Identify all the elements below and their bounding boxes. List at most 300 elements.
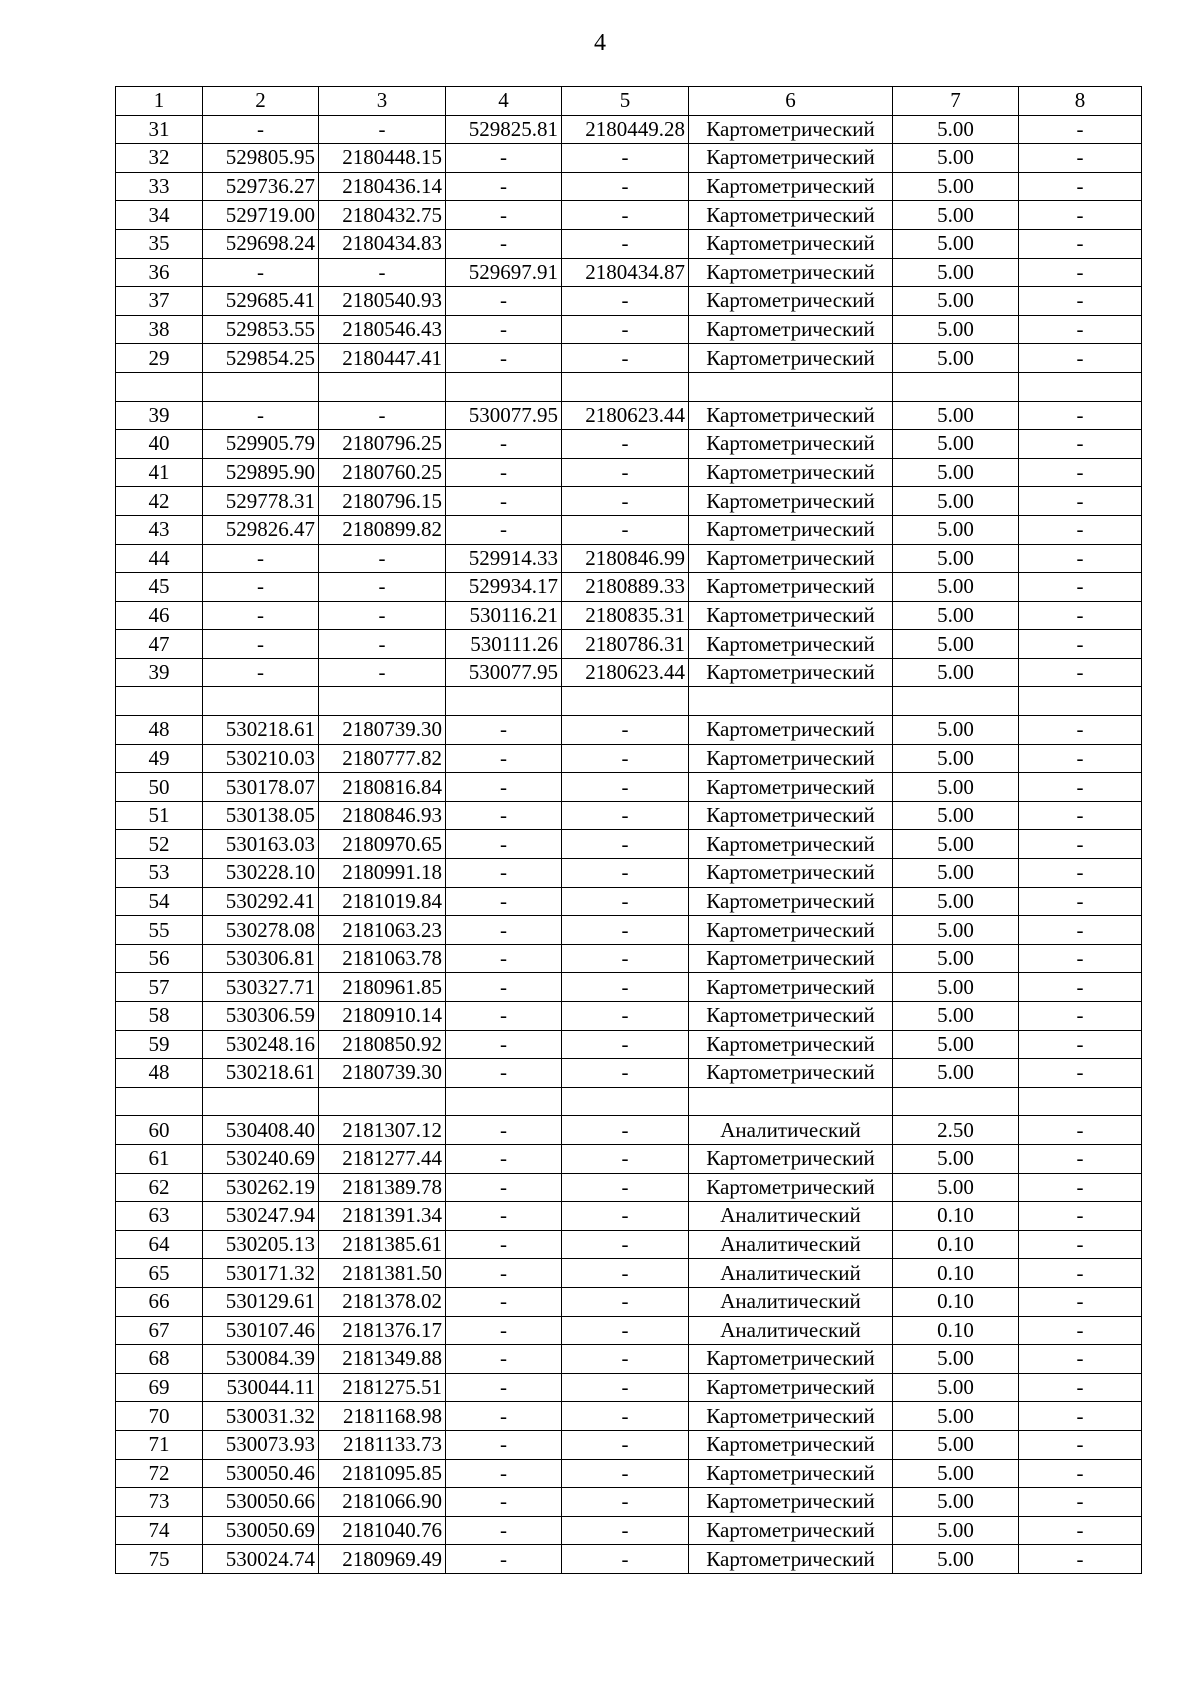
table-cell: - [562,1459,689,1488]
table-cell: 57 [116,973,203,1002]
table-cell: - [562,1116,689,1145]
table-cell: 2180739.30 [319,716,446,745]
table-cell: 5.00 [893,515,1019,544]
table-cell: 2180623.44 [562,658,689,687]
coordinates-table [115,86,1142,1574]
table-row [116,1287,1142,1316]
table-cell: - [446,172,562,201]
table-cell: - [562,1316,689,1345]
table-cell: 5.00 [893,1002,1019,1031]
table-cell: - [1019,773,1142,802]
table-cell: 0.10 [893,1287,1019,1316]
table-cell: - [446,1144,562,1173]
table-cell: 529826.47 [203,515,319,544]
table-cell: 530171.32 [203,1259,319,1288]
table-cell: Картометрический [689,144,893,173]
table-cell: 69 [116,1373,203,1402]
table-cell: - [1019,1030,1142,1059]
table-cell: 2180447.41 [319,344,446,373]
table-cell: 2181168.98 [319,1402,446,1431]
table-cell: 67 [116,1316,203,1345]
table-cell: 2180796.25 [319,430,446,459]
table-cell: - [1019,601,1142,630]
table-cell: 5.00 [893,887,1019,916]
table-cell: 46 [116,601,203,630]
table-cell: Картометрический [689,1345,893,1374]
table-cell: 5.00 [893,258,1019,287]
table-row [116,1002,1142,1031]
table-cell: - [1019,1488,1142,1517]
table-cell: 2180970.65 [319,830,446,859]
table-cell: 530044.11 [203,1373,319,1402]
table-cell: 42 [116,487,203,516]
table-cell: 529934.17 [446,573,562,602]
table-cell: - [446,916,562,945]
table-cell: 530178.07 [203,773,319,802]
table-cell: - [1019,287,1142,316]
table-cell: - [562,1202,689,1231]
table-cell: Картометрический [689,1173,893,1202]
table-cell: 5.00 [893,601,1019,630]
table-cell [319,687,446,716]
table-cell: - [319,258,446,287]
table-row [116,1116,1142,1145]
column-header: 6 [689,87,893,116]
table-row [116,515,1142,544]
table-row [116,744,1142,773]
table-row [116,487,1142,516]
table-cell: - [562,1059,689,1088]
table-cell: 5.00 [893,144,1019,173]
table-cell: 5.00 [893,344,1019,373]
column-header: 5 [562,87,689,116]
table-cell: 2181378.02 [319,1287,446,1316]
table-cell: 530077.95 [446,658,562,687]
table-cell: 5.00 [893,172,1019,201]
table-cell: 529698.24 [203,229,319,258]
table-cell: - [446,315,562,344]
table-cell: - [446,1459,562,1488]
table-cell: Картометрический [689,1030,893,1059]
table-cell: 5.00 [893,1373,1019,1402]
table-cell: 65 [116,1259,203,1288]
table-cell: Картометрический [689,916,893,945]
table-cell: 37 [116,287,203,316]
table-cell: - [1019,1116,1142,1145]
table-cell: Картометрический [689,515,893,544]
table-row [116,344,1142,373]
table-cell: 5.00 [893,287,1019,316]
table-row [116,887,1142,916]
table-cell: 530107.46 [203,1316,319,1345]
table-row [116,1345,1142,1374]
table-cell: - [562,201,689,230]
table-cell: Картометрический [689,1488,893,1517]
table-cell: - [1019,573,1142,602]
table-cell: 64 [116,1230,203,1259]
table-cell: 2180760.25 [319,458,446,487]
table-cell: - [562,430,689,459]
table-cell: - [1019,1259,1142,1288]
table-cell: 2180796.15 [319,487,446,516]
table-row [116,1459,1142,1488]
table-cell: 59 [116,1030,203,1059]
table-cell: 2180436.14 [319,172,446,201]
table-cell: - [1019,401,1142,430]
table-cell: 5.00 [893,830,1019,859]
table-cell: Картометрический [689,544,893,573]
table-cell: Картометрический [689,716,893,745]
table-cell: 529697.91 [446,258,562,287]
table-cell: 5.00 [893,315,1019,344]
table-cell: 2181019.84 [319,887,446,916]
table-cell: - [562,859,689,888]
table-cell: - [446,1287,562,1316]
table-row [116,258,1142,287]
table-cell [1019,687,1142,716]
table-cell: Картометрический [689,744,893,773]
table-cell: 2180448.15 [319,144,446,173]
table-cell [116,687,203,716]
table-cell: Картометрический [689,1059,893,1088]
table-cell: 530218.61 [203,1059,319,1088]
table-cell [562,1087,689,1116]
table-cell [562,687,689,716]
table-cell: - [446,1488,562,1517]
table-cell: - [1019,944,1142,973]
table-row [116,1230,1142,1259]
table-cell: 40 [116,430,203,459]
table-cell: 47 [116,630,203,659]
table-cell [893,1087,1019,1116]
table-cell: Аналитический [689,1316,893,1345]
table-cell: 55 [116,916,203,945]
table-cell: Картометрический [689,1144,893,1173]
table-cell: 529719.00 [203,201,319,230]
table-cell: 530116.21 [446,601,562,630]
table-cell: - [319,630,446,659]
table-row [116,630,1142,659]
table-cell: - [446,744,562,773]
table-cell: 5.00 [893,744,1019,773]
table-row [116,1087,1142,1116]
table-row [116,430,1142,459]
table-cell: - [1019,544,1142,573]
table-cell: - [446,344,562,373]
table-cell: 2181391.34 [319,1202,446,1231]
table-cell: 58 [116,1002,203,1031]
table-cell: Картометрический [689,887,893,916]
column-header: 8 [1019,87,1142,116]
page-number: 4 [594,30,606,56]
table-cell: 5.00 [893,773,1019,802]
table-cell: - [562,1373,689,1402]
table-cell: - [446,1345,562,1374]
table-row [116,1488,1142,1517]
table-cell: - [446,830,562,859]
table-cell: 5.00 [893,1402,1019,1431]
table-cell: 5.00 [893,944,1019,973]
table-cell: 5.00 [893,1144,1019,1173]
table-row [116,229,1142,258]
table-cell: 529914.33 [446,544,562,573]
table-cell: 5.00 [893,1430,1019,1459]
table-cell: - [446,1030,562,1059]
table-cell [689,687,893,716]
table-cell: - [562,1230,689,1259]
table-row [116,573,1142,602]
table-cell: 45 [116,573,203,602]
table-cell: 530247.94 [203,1202,319,1231]
table-cell: - [446,1116,562,1145]
table-cell: 48 [116,716,203,745]
table-cell [203,687,319,716]
table-cell: 66 [116,1287,203,1316]
table-cell: - [446,515,562,544]
table-cell: 5.00 [893,201,1019,230]
table-cell: 5.00 [893,401,1019,430]
table-cell [1019,372,1142,401]
table-cell [689,372,893,401]
table-cell: - [319,544,446,573]
table-cell: - [1019,1059,1142,1088]
table-row [116,1173,1142,1202]
table-cell: 2181381.50 [319,1259,446,1288]
table-cell: - [562,1030,689,1059]
table-cell: - [562,916,689,945]
table-cell: 51 [116,801,203,830]
column-header: 7 [893,87,1019,116]
table-cell: 530228.10 [203,859,319,888]
table-cell: 48 [116,1059,203,1088]
table-cell: - [1019,830,1142,859]
table-cell: Картометрический [689,401,893,430]
table-cell: - [562,172,689,201]
table-cell: - [319,115,446,144]
table-cell: - [1019,1173,1142,1202]
table-cell: 2180835.31 [562,601,689,630]
table-cell: - [446,1516,562,1545]
table-cell: - [446,458,562,487]
column-header: 1 [116,87,203,116]
table-cell: - [1019,1316,1142,1345]
table-cell: 2181349.88 [319,1345,446,1374]
table-cell: 2180540.93 [319,287,446,316]
table-cell: 530163.03 [203,830,319,859]
table-cell: 2181307.12 [319,1116,446,1145]
table-cell: - [446,430,562,459]
table-cell [689,1087,893,1116]
table-row [116,1144,1142,1173]
table-cell: 5.00 [893,916,1019,945]
table-cell: - [562,1545,689,1574]
table-cell: 5.00 [893,658,1019,687]
table-row [116,1373,1142,1402]
table-cell: 2180961.85 [319,973,446,1002]
table-row [116,1202,1142,1231]
table-cell: 530138.05 [203,801,319,830]
table-cell: Картометрический [689,801,893,830]
table-cell: - [562,229,689,258]
table-row [116,830,1142,859]
table-cell: 530292.41 [203,887,319,916]
column-header: 2 [203,87,319,116]
table-cell: - [562,830,689,859]
table-cell: 68 [116,1345,203,1374]
table-cell: - [446,1259,562,1288]
table-cell: Картометрический [689,658,893,687]
table-cell: - [446,1545,562,1574]
table-cell: - [1019,1430,1142,1459]
table-cell: 530278.08 [203,916,319,945]
table-cell: - [562,344,689,373]
table-cell: - [1019,258,1142,287]
table-cell: - [1019,744,1142,773]
table-cell [446,687,562,716]
table-row [116,716,1142,745]
table-cell: - [1019,1002,1142,1031]
table-cell: 38 [116,315,203,344]
table-cell: Картометрический [689,344,893,373]
table-cell: Аналитический [689,1287,893,1316]
table-cell: - [446,859,562,888]
table-row [116,172,1142,201]
column-header: 4 [446,87,562,116]
table-cell: - [1019,630,1142,659]
table-cell: 2180777.82 [319,744,446,773]
table-cell: 43 [116,515,203,544]
table-cell [203,1087,319,1116]
table-cell: 0.10 [893,1202,1019,1231]
table-cell: - [1019,1230,1142,1259]
table-row [116,1059,1142,1088]
table-cell: - [562,487,689,516]
table-row [116,773,1142,802]
table-cell: - [562,773,689,802]
table-cell: 61 [116,1144,203,1173]
table-cell: Картометрический [689,944,893,973]
table-cell: 5.00 [893,1516,1019,1545]
table-row [116,201,1142,230]
table-cell: - [562,1173,689,1202]
table-cell: 530050.69 [203,1516,319,1545]
table-cell: - [446,1373,562,1402]
table-cell: 530306.59 [203,1002,319,1031]
table-cell: - [1019,430,1142,459]
table-cell: 29 [116,344,203,373]
table-cell: 529825.81 [446,115,562,144]
table-cell: 530408.40 [203,1116,319,1145]
table-cell: Картометрический [689,859,893,888]
table-cell: - [1019,172,1142,201]
table-cell: - [1019,859,1142,888]
table-cell: - [446,1202,562,1231]
table-cell: - [1019,458,1142,487]
table-cell: 5.00 [893,544,1019,573]
table-cell: 530077.95 [446,401,562,430]
table-cell: - [1019,801,1142,830]
table-cell: 52 [116,830,203,859]
table-cell: 5.00 [893,573,1019,602]
table-cell [116,1087,203,1116]
table-cell: 35 [116,229,203,258]
table-cell: 0.10 [893,1259,1019,1288]
table-cell: - [319,601,446,630]
table-cell: 530327.71 [203,973,319,1002]
table-cell: - [562,973,689,1002]
table-cell: 39 [116,658,203,687]
table-cell: Картометрический [689,773,893,802]
table-cell: 530248.16 [203,1030,319,1059]
table-cell: 2180991.18 [319,859,446,888]
table-cell: 529805.95 [203,144,319,173]
table-cell: 530050.46 [203,1459,319,1488]
table-cell: 62 [116,1173,203,1202]
table-cell: - [203,115,319,144]
table-cell: - [562,1144,689,1173]
table-cell: Картометрический [689,1373,893,1402]
table-cell: Картометрический [689,115,893,144]
table-cell: Аналитический [689,1202,893,1231]
table-cell: - [446,801,562,830]
table-cell: 73 [116,1488,203,1517]
table-cell: - [562,1430,689,1459]
table-cell: 63 [116,1202,203,1231]
table-cell: 5.00 [893,430,1019,459]
table-cell: - [562,1488,689,1517]
table-cell: 2.50 [893,1116,1019,1145]
table-cell: 2180449.28 [562,115,689,144]
table-cell: 2181133.73 [319,1430,446,1459]
table-cell: - [203,544,319,573]
table-cell: 54 [116,887,203,916]
table-cell: 5.00 [893,973,1019,1002]
table-cell: - [562,515,689,544]
table-cell: - [1019,1459,1142,1488]
table-cell: - [446,1430,562,1459]
table-cell: 5.00 [893,115,1019,144]
table-cell: 530129.61 [203,1287,319,1316]
table-row [116,372,1142,401]
table-cell: - [446,1059,562,1088]
table-cell: - [446,944,562,973]
table-cell: 530210.03 [203,744,319,773]
table-cell: Картометрический [689,601,893,630]
table-cell: - [1019,344,1142,373]
table-cell: - [1019,1345,1142,1374]
table-cell: - [203,658,319,687]
table-cell: 71 [116,1430,203,1459]
table-cell: - [562,1259,689,1288]
table-cell: - [1019,716,1142,745]
table-row [116,1030,1142,1059]
table-cell: 31 [116,115,203,144]
table-cell: 2180850.92 [319,1030,446,1059]
table-cell: Аналитический [689,1259,893,1288]
table-cell: - [446,201,562,230]
table-cell: - [562,458,689,487]
table-cell [203,372,319,401]
table-cell: 5.00 [893,716,1019,745]
table-row [116,944,1142,973]
table-cell: Картометрический [689,1545,893,1574]
table-cell [893,687,1019,716]
table-cell: 530073.93 [203,1430,319,1459]
table-cell: Аналитический [689,1116,893,1145]
table-cell: 2181040.76 [319,1516,446,1545]
table-cell [1019,1087,1142,1116]
table-cell: 5.00 [893,801,1019,830]
